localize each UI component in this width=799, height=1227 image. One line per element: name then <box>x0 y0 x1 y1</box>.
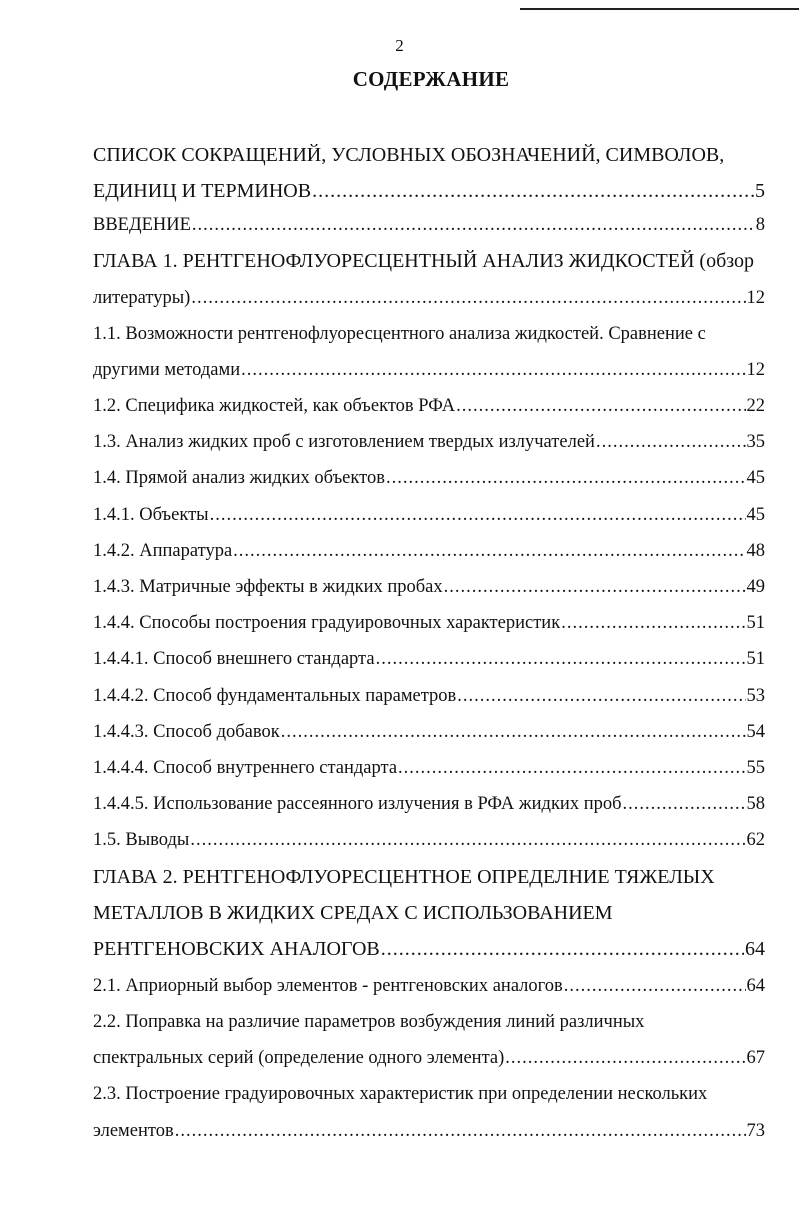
toc-entry-page: 45 <box>746 505 765 525</box>
toc-entry-page: 49 <box>746 577 765 597</box>
toc-entry-page: 73 <box>746 1121 765 1141</box>
toc-entry-title: 1.5. Выводы <box>93 830 190 850</box>
toc-entry-title: другими методами <box>93 360 241 380</box>
toc-entry-title: 1.4.1. Объекты <box>93 505 209 525</box>
toc-entry-title: 1.4.4. Способы построения градуировочных характеристик <box>93 613 561 633</box>
toc-entry-title: РЕНТГЕНОВСКИХ АНАЛОГОВ <box>93 938 380 960</box>
toc-entry-title: 1.4.3. Матричные эффекты в жидких пробах <box>93 577 443 597</box>
toc-entry[interactable] <box>93 179 765 203</box>
toc-entry-page: 64 <box>746 976 765 996</box>
leader-dots <box>210 503 746 527</box>
toc-entry-page: 53 <box>746 686 765 706</box>
toc-entry-page: 58 <box>746 794 765 814</box>
toc-entry[interactable] <box>93 792 765 816</box>
toc-line: МЕТАЛЛОВ В ЖИДКИХ СРЕДАХ С ИСПОЛЬЗОВАНИЕМ <box>93 902 613 924</box>
leader-dots <box>381 937 744 961</box>
leader-dots <box>241 358 745 382</box>
toc-entry[interactable] <box>93 684 765 708</box>
toc-line: СПИСОК СОКРАЩЕНИЙ, УСЛОВНЫХ ОБОЗНАЧЕНИЙ, СИМВОЛОВ, <box>93 144 725 166</box>
toc-entry[interactable] <box>93 466 765 490</box>
leader-dots <box>376 647 746 671</box>
toc-entry-page: 12 <box>746 360 765 380</box>
toc-entry-page: 51 <box>746 613 765 633</box>
leader-dots <box>233 539 745 563</box>
leader-dots <box>191 286 745 310</box>
leader-dots <box>564 974 746 998</box>
toc-entry[interactable] <box>93 394 765 418</box>
toc-entry[interactable] <box>93 430 765 454</box>
leader-dots <box>398 756 745 780</box>
toc-entry-title: 1.4.4.5. Использование рассеянного излучения в РФА жидких проб <box>93 794 622 814</box>
page-title: СОДЕРЖАНИЕ <box>352 67 510 91</box>
leader-dots <box>192 213 755 237</box>
toc-entry-page: 45 <box>746 468 765 488</box>
toc-entry[interactable] <box>93 575 765 599</box>
toc-entry-page: 12 <box>746 288 765 308</box>
toc-entry[interactable] <box>93 1046 765 1070</box>
toc-entry-page: 48 <box>746 541 765 561</box>
leader-dots <box>190 828 745 852</box>
toc-entry-title: 1.4.4.4. Способ внутреннего стандарта <box>93 758 398 778</box>
toc-entry-page: 22 <box>746 396 765 416</box>
toc-entry-title: 1.3. Анализ жидких проб с изготовлением твердых излучателей <box>93 432 595 452</box>
toc-entry-page: 64 <box>745 938 765 960</box>
toc-entry[interactable] <box>93 611 765 635</box>
toc-entry-page: 67 <box>746 1048 765 1068</box>
toc-line: 1.1. Возможности рентгенофлуоресцентного анализа жидкостей. Сравнение с <box>93 324 706 344</box>
toc-entry-title: 2.1. Априорный выбор элементов - рентгеновских аналогов <box>93 976 563 996</box>
leader-dots <box>444 575 746 599</box>
toc-entry[interactable] <box>93 503 765 527</box>
toc-entry-page: 51 <box>746 649 765 669</box>
leader-dots <box>561 611 745 635</box>
toc-entry[interactable] <box>93 539 765 563</box>
toc-entry-page: 5 <box>755 180 765 202</box>
toc-entry-title: ЕДИНИЦ И ТЕРМИНОВ <box>93 180 312 202</box>
toc-entry-page: 62 <box>746 830 765 850</box>
toc-entry[interactable] <box>93 828 765 852</box>
toc-entry[interactable] <box>93 213 765 237</box>
page-number: 2 <box>395 36 404 55</box>
toc-entry-title: 1.4. Прямой анализ жидких объектов <box>93 468 385 488</box>
toc-entry[interactable] <box>93 937 765 961</box>
toc-entry-title: спектральных серий (определение одного элемента) <box>93 1048 505 1068</box>
toc-entry-title: литературы) <box>93 288 191 308</box>
leader-dots <box>175 1119 746 1143</box>
toc-entry-title: 1.2. Специфика жидкостей, как объектов РФА <box>93 396 456 416</box>
leader-dots <box>281 720 746 744</box>
leader-dots <box>596 430 746 454</box>
toc-entry-title: 1.4.4.2. Способ фундаментальных параметров <box>93 686 457 706</box>
toc-line: 2.2. Поправка на различие параметров возбуждения линий различных <box>93 1012 645 1032</box>
toc-line: ГЛАВА 2. РЕНТГЕНОФЛУОРЕСЦЕНТНОЕ ОПРЕДЕЛНИЕ ТЯЖЕЛЫХ <box>93 866 715 888</box>
toc-entry-title: ВВЕДЕНИЕ <box>93 215 191 235</box>
toc-entry-page: 35 <box>746 432 765 452</box>
leader-dots <box>312 179 754 203</box>
leader-dots <box>505 1046 745 1070</box>
toc-entry-title: 1.4.2. Аппаратура <box>93 541 233 561</box>
toc-entry-page: 55 <box>746 758 765 778</box>
toc-entry-title: 1.4.4.3. Способ добавок <box>93 722 280 742</box>
toc-entry-title: элементов <box>93 1121 174 1141</box>
toc-entry[interactable] <box>93 647 765 671</box>
top-rule <box>520 8 799 10</box>
toc-entry[interactable] <box>93 756 765 780</box>
toc-line: 2.3. Построение градуировочных характеристик при определении нескольких <box>93 1084 708 1104</box>
toc-entry-page: 54 <box>746 722 765 742</box>
toc-entry-page: 8 <box>755 215 765 235</box>
leader-dots <box>386 466 746 490</box>
toc-entry[interactable] <box>93 974 765 998</box>
leader-dots <box>457 684 745 708</box>
leader-dots <box>456 394 745 418</box>
toc-entry[interactable] <box>93 1119 765 1143</box>
toc-entry[interactable] <box>93 286 765 310</box>
toc-line: ГЛАВА 1. РЕНТГЕНОФЛУОРЕСЦЕНТНЫЙ АНАЛИЗ ЖИДКОСТЕЙ (обзор <box>93 250 755 272</box>
toc-entry[interactable] <box>93 720 765 744</box>
leader-dots <box>623 792 746 816</box>
toc-entry[interactable] <box>93 358 765 382</box>
toc-entry-title: 1.4.4.1. Способ внешнего стандарта <box>93 649 375 669</box>
